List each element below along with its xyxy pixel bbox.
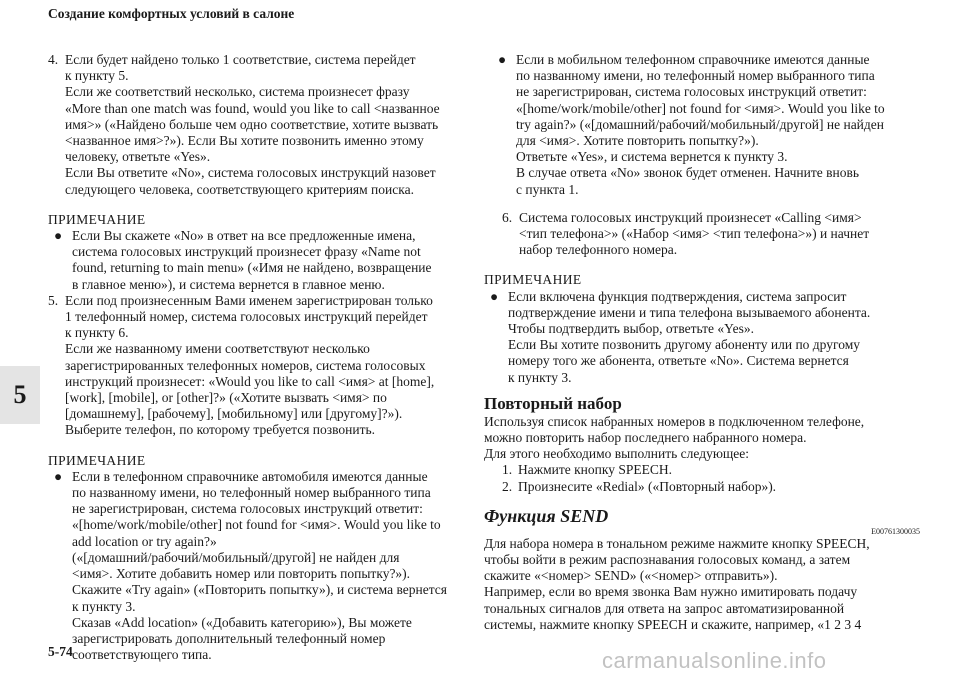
chapter-tab (0, 366, 40, 424)
list-item-text (65, 293, 458, 439)
text-line: try again?» («[домашний/рабочий/мобильный/другой] не найден (516, 116, 884, 132)
text-line: не зарегистрирован, система голосовых инструкций ответит: (516, 84, 867, 100)
note-bullet-item (490, 289, 924, 386)
text-line: номеру того же абонента, ответьте «No». Система вернется (508, 353, 849, 369)
left-column (48, 52, 458, 663)
text-line: тональных сигналов для ответа на запрос автоматизированной (484, 600, 845, 616)
text-line: Если же соответствий несколько, система произнесет фразу (65, 84, 410, 100)
text-line: Чтобы подтвердить выбор, ответьте «Yes». (508, 321, 754, 337)
text-line: found, returning to main menu» («Имя не найдено, возвращение (72, 260, 432, 276)
list-item-number: 4. (48, 52, 59, 67)
list-item-number: 6. (502, 209, 513, 225)
text-line: Если будет найдено только 1 соответствие, система перейдет (65, 52, 416, 67)
text-line: <названное имя>?»). Если Вы хотите позвонить именно этому (65, 133, 424, 149)
note-text (508, 289, 924, 386)
text-line: подтверждение имени и типа телефона вызываемого абонента. (508, 304, 871, 320)
step-text: Произнесите «Redial» («Повторный набор»). (518, 478, 777, 494)
text-line: Если Вы скажете «No» в ответ на все предложенные имена, (72, 228, 416, 244)
text-line: к пункту 6. (65, 325, 129, 341)
text-line: Если Вы хотите позвонить другому абоненту или по другому (508, 337, 860, 353)
text-line: зарегистрированных телефонных номеров, система голосовых (65, 357, 426, 373)
text-line: 1 телефонный номер, система голосовых инструкций перейдет (65, 309, 428, 325)
text-line: скажите «<номер> SEND» («<номер> отправить»). (484, 568, 778, 584)
list-item-5 (48, 293, 458, 439)
text-line: человеку, ответьте «Yes». (65, 149, 211, 165)
text-line: с пункта 1. (516, 181, 579, 197)
text-line: В случае ответа «No» звонок будет отменен. Начните вновь (516, 165, 860, 181)
text-line: Скажите «Try again» («Повторить попытку»), и система вернется (72, 582, 447, 598)
text-line: <тип телефона>» («Набор <имя> <тип телефона>») и начнет (519, 226, 870, 242)
list-item-number: 5. (48, 292, 59, 308)
watermark: carmanualsonline.info (602, 648, 827, 673)
step-number: 1. (502, 462, 513, 478)
text-line: Выберите телефон, по которому требуется позвонить. (65, 422, 376, 438)
text-line: Если под произнесенным Вами именем зарегистрирован только (65, 292, 433, 308)
bullet-text (516, 52, 924, 198)
text-line: к пункту 3. (72, 598, 136, 614)
bullet-item (498, 52, 924, 198)
text-line: следующего человека, соответствующего критериям поиска. (65, 181, 414, 197)
text-line: add location or try again?» (72, 533, 217, 549)
right-column (484, 52, 924, 633)
text-line: набор телефонного номера. (519, 242, 678, 258)
note-title: ПРИМЕЧАНИЕ (484, 272, 582, 288)
page-header-title: Создание комфортных условий в салоне (48, 6, 295, 21)
bullet-icon: ● (54, 468, 63, 484)
text-line: к пункту 3. (508, 369, 572, 385)
text-line: Если в телефонном справочнике автомобиля имеются данные (72, 468, 428, 484)
text-line: Ответьте «Yes», и система вернется к пункту 3. (516, 149, 788, 165)
text-line: имя>» («Найдено больше чем одно соответствие, хотите вызвать (65, 116, 439, 132)
text-line: («[домашний/рабочий/мобильный/другой] не найден для (72, 549, 400, 565)
text-line: Если Вы ответите «No», система голосовых инструкций назовет (65, 165, 436, 181)
note-text (72, 469, 458, 663)
section-text (484, 414, 924, 463)
text-line: системы, нажмите кнопку SPEECH и скажите, например, «1 2 3 4 (484, 616, 862, 632)
note-bullet-item (54, 228, 458, 293)
chapter-tab-number: 5 (13, 380, 27, 409)
text-line: [work], [mobile], or [other]?» («Хотите вызвать <имя> по (65, 390, 387, 406)
text-line: можно повторить набор последнего набранного номера. (484, 430, 807, 446)
text-line: соответствующего типа. (72, 647, 212, 663)
note-bullet-item (54, 469, 458, 663)
text-line: Для этого необходимо выполнить следующее: (484, 446, 750, 462)
text-line: Для набора номера в тональном режиме нажмите кнопку SPEECH, (484, 535, 870, 551)
note-title: ПРИМЕЧАНИЕ (48, 452, 146, 468)
step-text: Нажмите кнопку SPEECH. (518, 462, 672, 478)
text-line: «[home/work/mobile/other] not found for <имя>. Would you like to (72, 517, 441, 533)
text-line: «More than one match was found, would you like to call <названное (65, 100, 440, 116)
note-text (72, 228, 458, 293)
list-item-text (65, 52, 458, 198)
text-line: чтобы войти в режим распознавания голосовых команд, а затем (484, 552, 851, 568)
step-item (502, 462, 924, 478)
section-code: E00761300035 (871, 526, 920, 536)
text-line: Если же названному имени соответствуют несколько (65, 341, 370, 357)
section-text (484, 536, 924, 633)
list-item-6 (502, 210, 924, 259)
section-title-send: Функция SEND (484, 505, 609, 526)
list-item-text (519, 210, 924, 259)
text-line: [домашнему], [рабочему], [мобильному] или [другому]?»). (65, 406, 403, 422)
text-line: Используя список набранных номеров в подключенном телефоне, (484, 413, 865, 429)
text-line: инструкций произнесет: «Would you like to call <имя> at [home], (65, 373, 435, 389)
bullet-icon: ● (498, 52, 507, 67)
text-line: по названному имени, но телефонный номер выбранного типа (72, 485, 431, 501)
text-line: не зарегистрирован, система голосовых инструкций ответит: (72, 501, 423, 517)
page-number: 5-74 (48, 644, 73, 659)
bullet-icon: ● (490, 288, 499, 304)
text-line: Например, если во время звонка Вам нужно имитировать подачу (484, 584, 858, 600)
step-item (502, 479, 924, 495)
text-line: для <имя>. Хотите повторить попытку?»). (516, 133, 759, 149)
text-line: к пункту 5. (65, 68, 129, 84)
list-item-4 (48, 52, 458, 198)
text-line: в главное меню»), и система вернется в главное меню. (72, 276, 385, 292)
text-line: зарегистрировать дополнительный телефонный номер (72, 630, 386, 646)
text-line: <имя>. Хотите добавить номер или повторить попытку?»). (72, 566, 411, 582)
section-title-redial: Повторный набор (484, 393, 622, 413)
text-line: Если в мобильном телефонном справочнике имеются данные (516, 52, 870, 67)
text-line: по названному имени, но телефонный номер выбранного типа (516, 68, 875, 84)
text-line: Если включена функция подтверждения, система запросит (508, 288, 847, 304)
bullet-icon: ● (54, 228, 63, 244)
text-line: Сказав «Add location» («Добавить категорию»), Вы можете (72, 614, 412, 630)
text-line: Система голосовых инструкций произнесет «Calling <имя> (519, 209, 862, 225)
step-number: 2. (502, 478, 513, 494)
text-line: «[home/work/mobile/other] not found for <имя>. Would you like to (516, 100, 885, 116)
text-line: система голосовых инструкций произнесет фразу «Name not (72, 244, 421, 260)
note-title: ПРИМЕЧАНИЕ (48, 211, 146, 227)
